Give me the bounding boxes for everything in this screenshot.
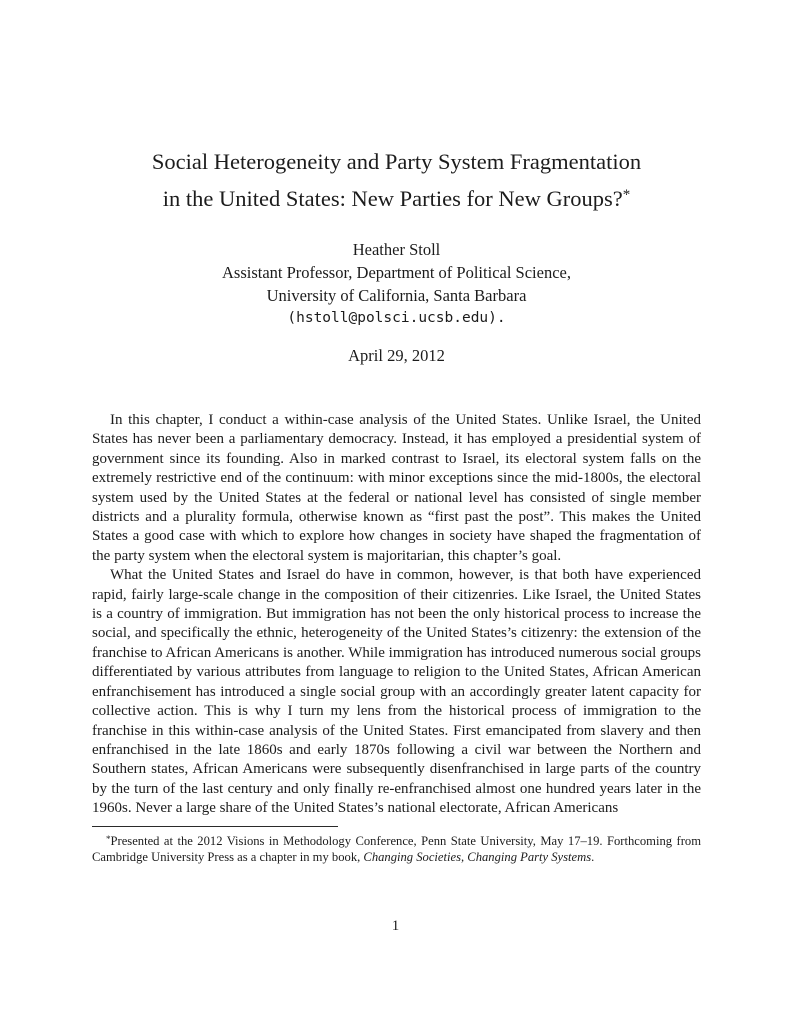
footnote-book-title: Changing Societies, Changing Party Systems: [363, 849, 592, 864]
paragraph-2: What the United States and Israel do have in common, however, is that both have experienced rapid, fairly large-scale change in the composition of their citizenries. Like Israel, the United States is a country of immigration. But immigration has not been the only historical process to increase the social, and specifically the ethnic, heterogeneity of the United States’s citizenry: the extension of the franchise to African Americans is another. While immigration has introduced numerous social groups differentiated by various attributes from language to religion to the United States, African American enfranchisement has introduced a single social group with an accordingly greater latent capacity for collective action. This is why I turn my lens from the historical process of immigration to the franchise in this within-case analysis of the United States. First emancipated from slavery and then enfranchised in the late 1860s and early 1870s following a civil war between the Northern and Southern states, African Americans were subsequently disenfranchised in large parts of the country by the turn of the last century and only finally re-enfranchised almost one hundred years later in the 1960s. Never a large share of the United States’s national electorate, African Americans: [92, 567, 701, 817]
author-role: Assistant Professor, Department of Political Science,: [222, 263, 571, 282]
title-line-2: [92, 180, 701, 217]
paper-title: [92, 0, 701, 217]
author-email: (hstoll@polsci.ucsb.edu).: [287, 310, 506, 326]
paragraph-1: In this chapter, I conduct a within-case analysis of the United States. Unlike Israel, the United States has never been a parliamentary democracy. Instead, it has employed a presidential system of government since its founding. Also in marked contrast to Israel, its electoral system falls on the extremely restrictive end of the continuum: with minor exceptions since the mid-1800s, the electoral system used by the United States at the federal or national level has consisted of single member districts and a plurality formula, otherwise known as “first past the post”. This makes the United States a good case with which to explore how changes in society have shaped the fragmentation of the party system when the electoral system is majoritarian, this chapter’s goal.: [92, 412, 701, 564]
title-line-1: [92, 143, 701, 180]
paper-date: April 29, 2012: [348, 346, 445, 365]
title-footnote-mark: *: [622, 187, 631, 203]
title-line-2-text: in the United States: New Parties for New Groups?: [162, 186, 623, 211]
footnote: [92, 831, 701, 865]
footnote-text: Presented at the 2012 Visions in Methodology Conference, Penn State University, May 17–19. Forthcoming from Cambridge University Press as a chapter in my book,: [92, 833, 701, 864]
body-text: [92, 411, 701, 819]
author-block: [92, 238, 701, 330]
footnote-suffix: .: [591, 849, 595, 864]
title-line-1-text: Social Heterogeneity and Party System Fragmentation: [151, 149, 642, 174]
author-name: Heather Stoll: [352, 240, 441, 259]
author-institution: University of California, Santa Barbara: [266, 286, 527, 305]
footnote-mark: *: [106, 833, 111, 844]
footnote-divider: [92, 826, 338, 827]
page-number: 1: [391, 918, 400, 934]
